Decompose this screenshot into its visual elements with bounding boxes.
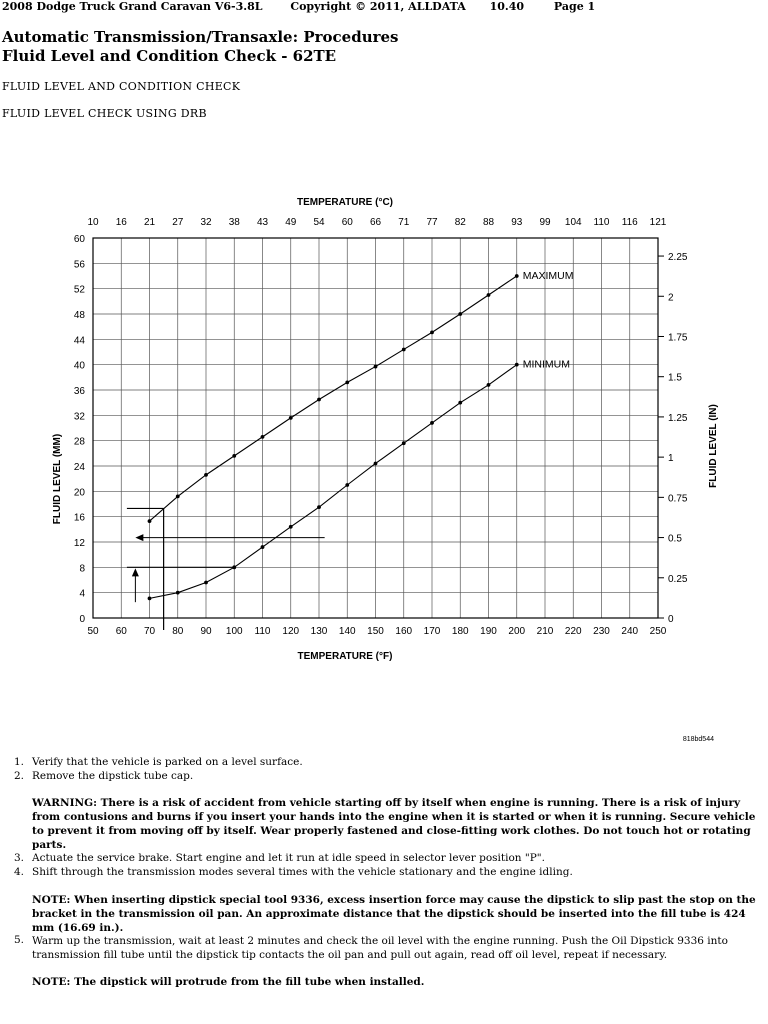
top-tick-label: 77 xyxy=(426,217,438,228)
right-tick-label: 2.25 xyxy=(668,252,688,264)
right-tick-label: 0 xyxy=(668,614,674,625)
y-tick-label: 20 xyxy=(73,487,85,499)
x-tick-label: 210 xyxy=(536,626,554,637)
figure-id: 818bd544 xyxy=(682,736,714,743)
top-tick-label: 88 xyxy=(482,217,495,228)
x-tick-label: 70 xyxy=(143,626,156,637)
data-point xyxy=(374,365,378,369)
data-point xyxy=(345,483,349,487)
chart-grid xyxy=(93,238,658,618)
data-point xyxy=(232,565,236,569)
top-tick-label: 116 xyxy=(621,217,638,228)
y-tick-label: 0 xyxy=(79,614,85,625)
x-tick-label: 180 xyxy=(451,626,469,637)
data-point xyxy=(430,421,434,425)
top-tick-label: 21 xyxy=(143,217,156,228)
right-tick-label: 0.5 xyxy=(668,533,682,545)
step-number: 2. xyxy=(14,770,25,782)
warning-text: WARNING: There is a risk of accident from vehicle starting off by itself when engine is running. There is a risk of injury from contusions and burns if you insert your hands into the engine when it is started or when it is running. Secure vehicle to prevent it from moving off by itself. Wear properly fastened and close-fitting work clothes. Do not touch hot or rotating parts. xyxy=(32,797,756,851)
data-point xyxy=(487,293,491,297)
data-point xyxy=(317,398,321,402)
x-tick-label: 90 xyxy=(200,626,212,637)
top-tick-label: 32 xyxy=(200,217,212,228)
top-tick-label: 104 xyxy=(564,217,582,228)
step-text: Shift through the transmission modes several times with the vehicle stationary and the engine idling. xyxy=(32,866,573,878)
data-point xyxy=(176,495,180,499)
data-point xyxy=(176,591,180,595)
series-line-minimum xyxy=(150,365,517,599)
data-point xyxy=(289,416,293,420)
note-protrude: NOTE: The dipstick will protrude from the fill tube when installed. xyxy=(32,976,425,988)
x-tick-label: 130 xyxy=(310,626,328,637)
step-text: Verify that the vehicle is parked on a level surface. xyxy=(32,756,303,768)
step-number: 5. xyxy=(14,934,25,946)
data-point xyxy=(148,596,152,600)
step-number: 1. xyxy=(14,756,25,768)
step-item xyxy=(14,756,303,768)
data-point xyxy=(374,462,378,466)
note-insertion: NOTE: When inserting dipstick special tool 9336, excess insertion force may cause the dipstick to slip past the stop on the bracket in the transmission oil pan. An approximate distance that the dipstick should be inserted into the fill tube is 424 mm (16.69 in.). xyxy=(32,894,756,934)
y-tick-label: 8 xyxy=(79,563,85,575)
data-point xyxy=(515,363,519,367)
top-tick-label: 71 xyxy=(398,217,410,228)
right-tick-label: 0.25 xyxy=(668,573,688,585)
x-tick-label: 60 xyxy=(115,626,127,637)
step-item xyxy=(14,934,32,946)
right-tick-label: 1.75 xyxy=(668,332,688,344)
y-tick-label: 44 xyxy=(73,335,85,347)
x-tick-label: 80 xyxy=(172,626,184,637)
data-point xyxy=(261,545,265,549)
top-tick-label: 82 xyxy=(454,217,466,228)
x-tick-label: 160 xyxy=(395,626,413,637)
x-tick-label: 240 xyxy=(621,626,639,637)
chart-series xyxy=(148,270,574,600)
step-item xyxy=(14,852,545,864)
top-tick-label: 43 xyxy=(256,217,269,228)
data-point xyxy=(232,454,236,458)
step-item xyxy=(14,866,573,878)
y-tick-label: 16 xyxy=(73,512,85,524)
chart-tick-labels xyxy=(74,217,688,637)
x-tick-label: 170 xyxy=(423,626,441,637)
x-tick-label: 200 xyxy=(508,626,526,637)
data-point xyxy=(204,473,208,477)
step-5-text: Warm up the transmission, wait at least 2 minutes and check the oil level with the engine running. Push the Oil Dipstick 9336 into transmission fill tube until the dipstick tip contacts the oil pan and pull out again, read off oil level, repeat if necessary. xyxy=(32,935,728,961)
top-tick-label: 16 xyxy=(115,217,127,228)
y-tick-label: 52 xyxy=(73,284,85,296)
chart-svg xyxy=(28,140,718,750)
y-tick-label: 12 xyxy=(73,538,85,549)
data-point xyxy=(402,441,406,445)
header-copyright: Copyright © 2011, ALLDATA xyxy=(290,0,466,13)
series-label-minimum: MINIMUM xyxy=(522,358,570,371)
x-tick-label: 140 xyxy=(338,626,356,637)
y-tick-label: 24 xyxy=(73,462,85,473)
data-point xyxy=(345,381,349,385)
y-tick-label: 40 xyxy=(73,360,85,372)
fluid-level-chart xyxy=(28,140,718,750)
step-item xyxy=(14,770,193,782)
x-tick-label: 100 xyxy=(225,626,243,637)
top-tick-label: 60 xyxy=(341,217,353,228)
section-heading-2: FLUID LEVEL CHECK USING DRB xyxy=(2,107,207,120)
data-point xyxy=(487,383,491,387)
arrow-head-horizontal xyxy=(135,534,143,541)
x-tick-label: 220 xyxy=(564,626,582,637)
step-text: Actuate the service brake. Start engine and let it run at idle speed in selector lever position "P". xyxy=(32,852,545,864)
y-tick-label: 28 xyxy=(73,436,85,448)
x-tick-label: 250 xyxy=(649,626,667,637)
data-point xyxy=(289,525,293,529)
header-version: 10.40 xyxy=(489,0,525,13)
y-tick-label: 36 xyxy=(73,386,85,397)
data-point xyxy=(261,435,265,439)
data-point xyxy=(317,505,321,509)
header-page: Page 1 xyxy=(553,0,596,13)
title-line-1: Automatic Transmission/Transaxle: Procedures xyxy=(2,28,399,46)
y-tick-label: 4 xyxy=(79,588,85,600)
y-tick-label: 32 xyxy=(73,411,85,423)
section-heading-1: FLUID LEVEL AND CONDITION CHECK xyxy=(2,80,241,93)
step-number: 3. xyxy=(14,852,25,864)
x-tick-label: 150 xyxy=(367,626,384,637)
top-tick-label: 110 xyxy=(593,217,610,228)
data-point xyxy=(458,312,462,316)
right-tick-label: 2 xyxy=(668,292,674,304)
right-tick-label: 1 xyxy=(668,453,674,465)
y-tick-label: 56 xyxy=(73,259,85,271)
top-tick-label: 93 xyxy=(511,217,523,228)
bottom-axis-title: TEMPERATURE (°F) xyxy=(297,651,393,662)
right-tick-label: 1.25 xyxy=(668,412,688,424)
top-tick-label: 38 xyxy=(228,217,240,228)
top-tick-label: 54 xyxy=(313,217,325,228)
title-line-2: Fluid Level and Condition Check - 62TE xyxy=(2,47,337,65)
step-number: 4. xyxy=(14,866,25,878)
right-tick-label: 1.5 xyxy=(668,372,682,384)
data-point xyxy=(148,519,152,523)
data-point xyxy=(204,581,208,585)
data-point xyxy=(402,348,406,352)
step-text: Remove the dipstick tube cap. xyxy=(32,770,194,782)
top-tick-label: 121 xyxy=(649,217,667,228)
x-tick-label: 230 xyxy=(593,626,610,637)
left-axis-title: FLUID LEVEL (MM) xyxy=(52,433,63,525)
x-tick-label: 190 xyxy=(480,626,497,637)
header-vehicle: 2008 Dodge Truck Grand Caravan V6-3.8L xyxy=(2,0,263,13)
series-label-maximum: MAXIMUM xyxy=(522,270,574,282)
y-tick-label: 48 xyxy=(73,310,85,321)
x-tick-label: 120 xyxy=(282,626,300,637)
top-tick-label: 27 xyxy=(172,217,184,228)
right-tick-label: 0.75 xyxy=(668,493,688,505)
top-tick-label: 99 xyxy=(539,217,551,228)
arrow-head-vertical xyxy=(132,568,139,576)
top-tick-label: 10 xyxy=(87,217,99,228)
top-axis-title: TEMPERATURE (°C) xyxy=(296,197,394,208)
top-tick-label: 66 xyxy=(369,217,382,228)
x-tick-label: 50 xyxy=(87,626,99,637)
chart-annotations xyxy=(127,508,325,630)
right-axis-title: FLUID LEVEL (IN) xyxy=(708,404,718,488)
x-tick-label: 110 xyxy=(254,626,271,637)
top-tick-label: 49 xyxy=(285,217,297,228)
data-point xyxy=(458,401,462,405)
data-point xyxy=(430,330,434,334)
y-tick-label: 60 xyxy=(73,234,85,245)
page-header xyxy=(2,0,595,13)
data-point xyxy=(515,274,519,278)
